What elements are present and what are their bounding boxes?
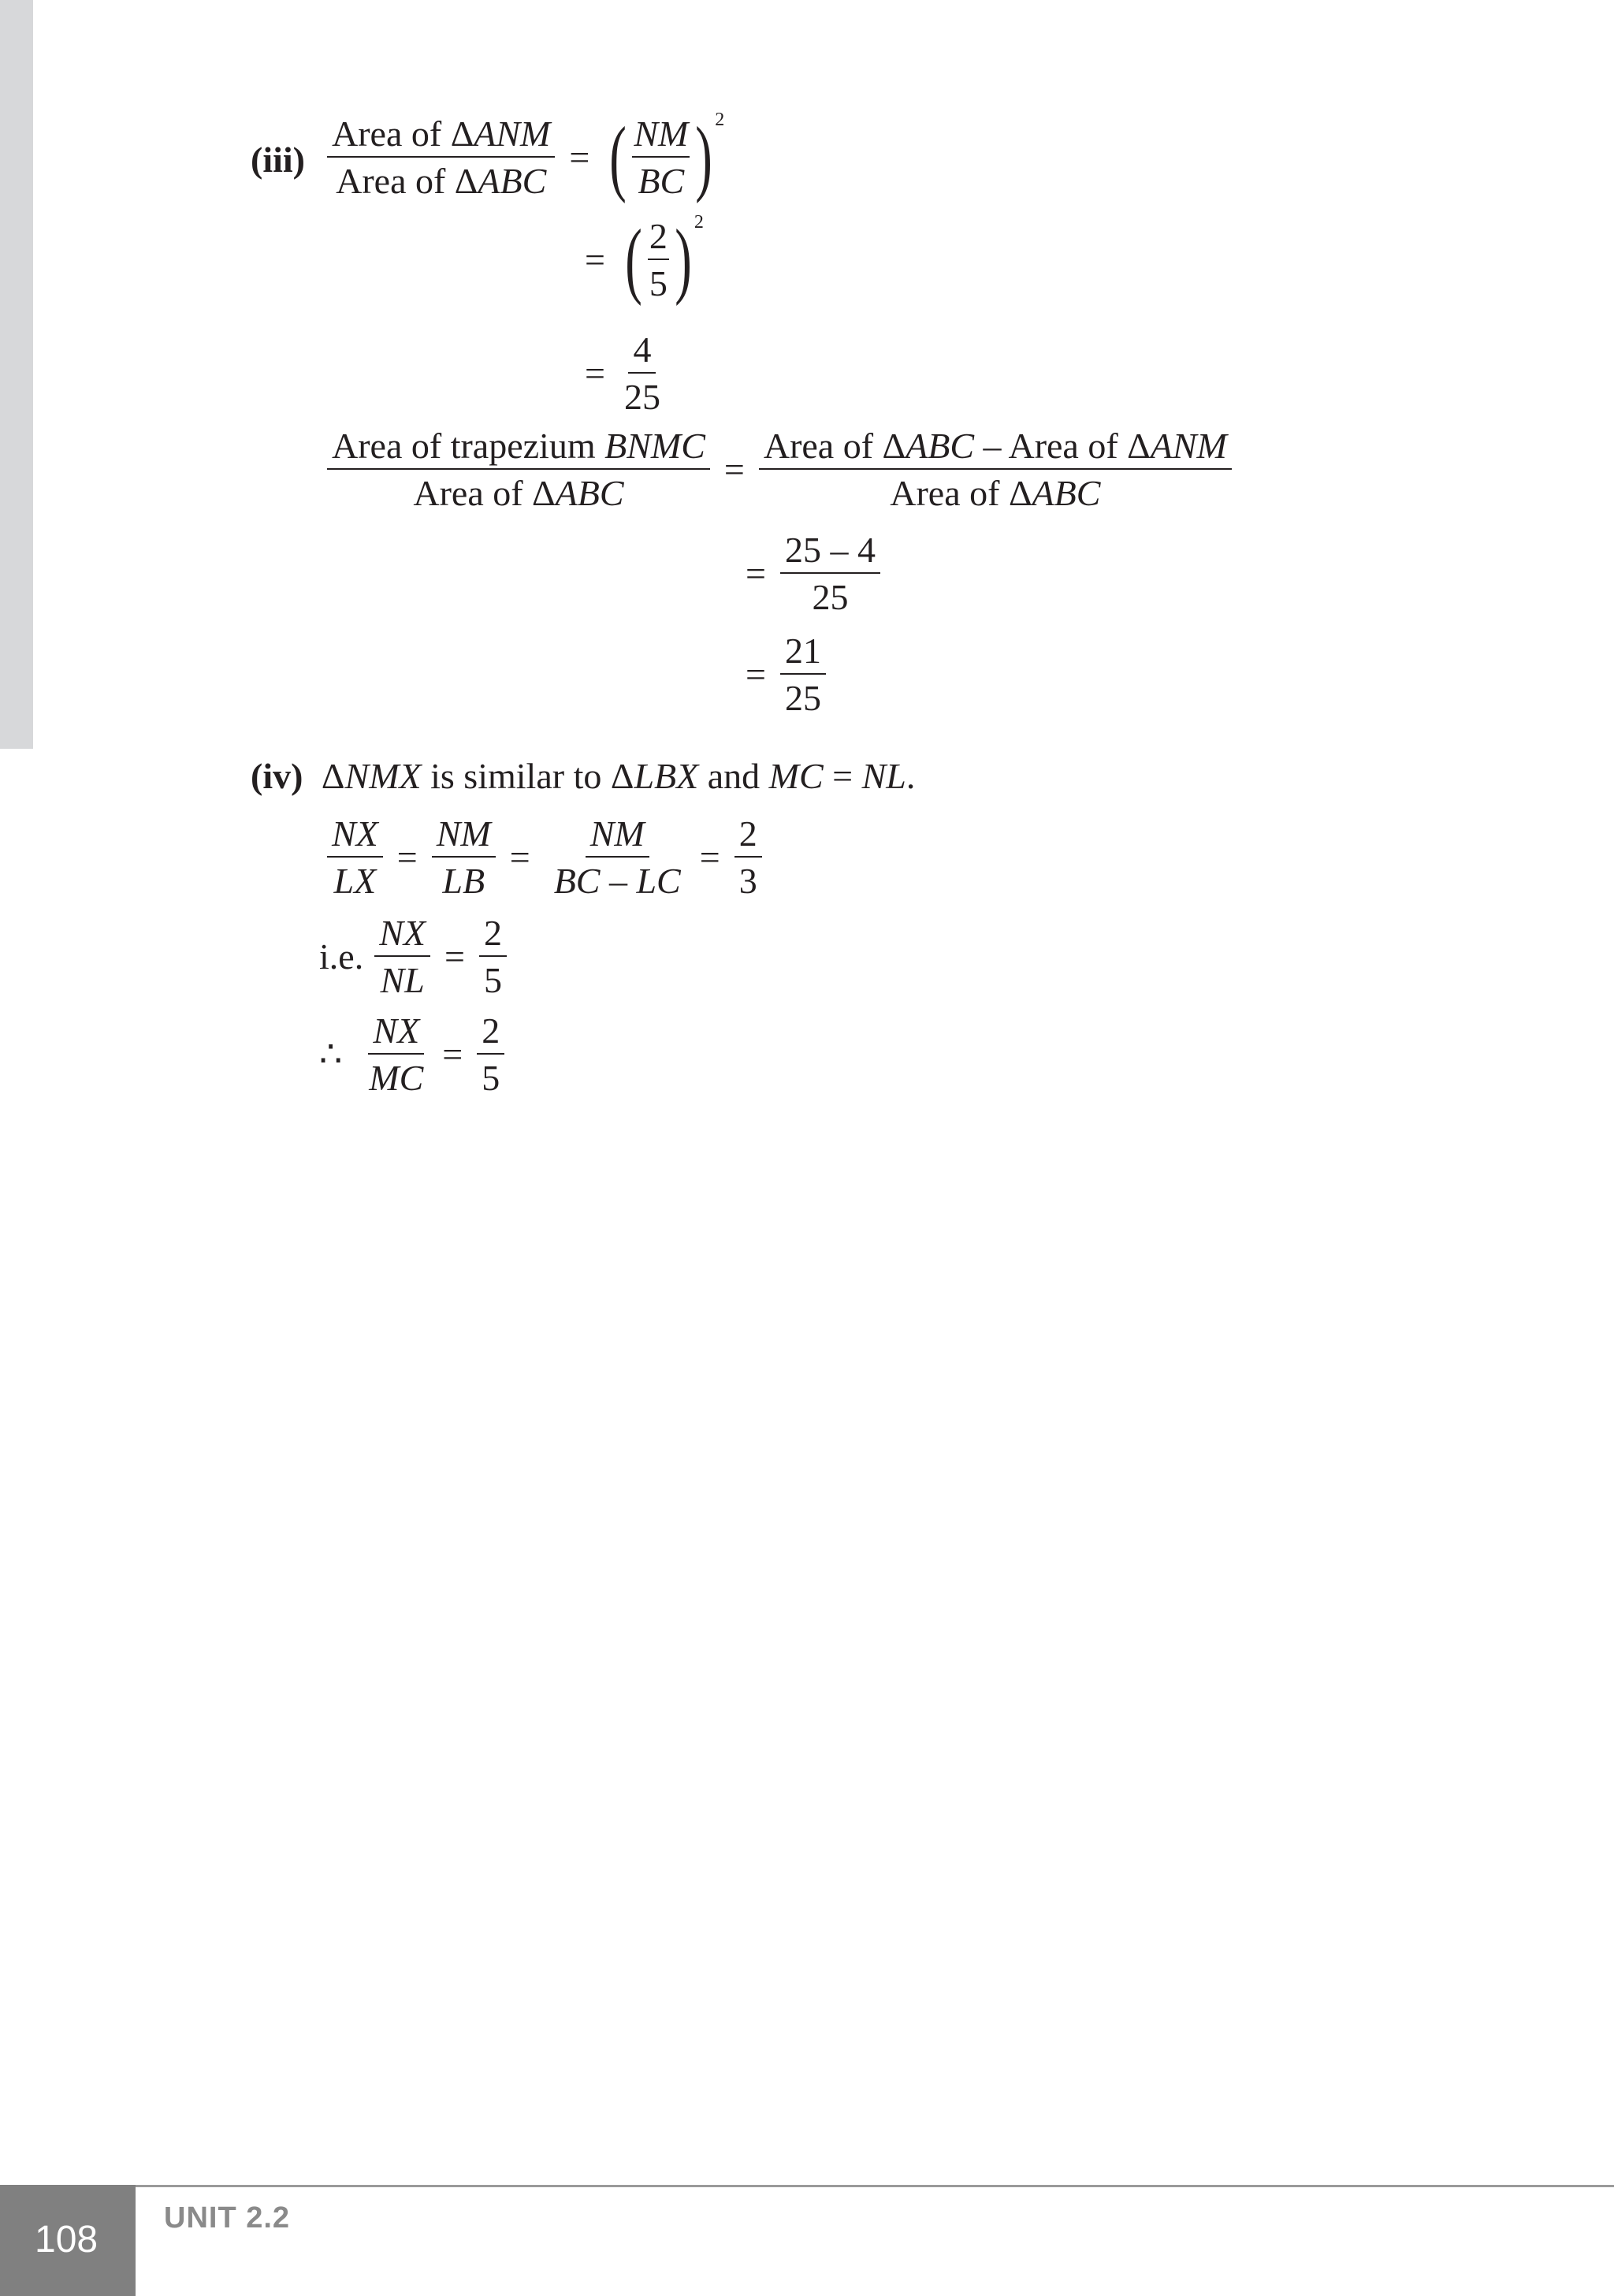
part-iii-line5: = $\frac{25 - 4}{25}$	[731, 531, 880, 617]
part-iii-line6: = $\frac{21}{25}$	[731, 632, 826, 718]
area-difference-fraction: $\frac{\text{Area of ΔABC – Area of ΔANM}}{\text{Area of ΔABC}}$	[759, 427, 1232, 513]
part-iv-statement: (iv) ΔNMX is similar to ΔLBX and MC = NL.	[251, 756, 916, 796]
side-margin-bar	[0, 0, 33, 749]
trapezium-ratio-fraction: $\frac{\text{Area of trapezium BNMC}}{\text{Area of ΔABC}}$	[327, 427, 710, 513]
part-iv-line1: $\frac{NX}{LX}$ = $\frac{NM}{LB}$ = $\frac{NM}{BC - LC}$ = $\frac{2}{3}$	[327, 815, 762, 901]
page-number-box	[0, 2185, 136, 2296]
part-iii-label: (iii)	[251, 140, 305, 180]
part-iii-line3: = $\frac{4}{25}$	[585, 329, 660, 418]
part-iv-line3: ∴ $\frac{NX}{MC}$ = $\frac{2}{5}$	[319, 1012, 504, 1098]
page-number: 108	[35, 2219, 99, 2261]
part-iii-line2: = ( $\frac{2}{5}$ ) 2	[585, 212, 704, 307]
unit-label: UNIT 2.2	[164, 2201, 291, 2235]
part-iv-label: (iv)	[251, 756, 303, 796]
therefore-symbol: ∴	[319, 1034, 343, 1075]
footer-rule	[0, 2185, 1614, 2187]
nm-bc-squared: ( $\frac{NM}{BC}$ ) 2	[609, 110, 725, 205]
part-iv-line2: i.e. $\frac{NX}{NL}$ = $\frac{2}{5}$	[319, 914, 507, 1000]
part-iii-line4: $\frac{\text{Area of trapezium BNMC}}{\text{Area of ΔABC}}$ = $\frac{\text{Area of ΔABC – Area of ΔANM}}{\text{Area of ΔABC}}$	[327, 427, 1232, 513]
part-iii-line1: $\frac{\text{Area of ΔANM}}{\text{Area of ΔABC}}$ = ( $\frac{NM}{BC}$ ) 2	[327, 115, 724, 201]
area-ratio-fraction: $\frac{\text{Area of ΔANM}}{\text{Area of ΔABC}}$	[327, 115, 555, 201]
